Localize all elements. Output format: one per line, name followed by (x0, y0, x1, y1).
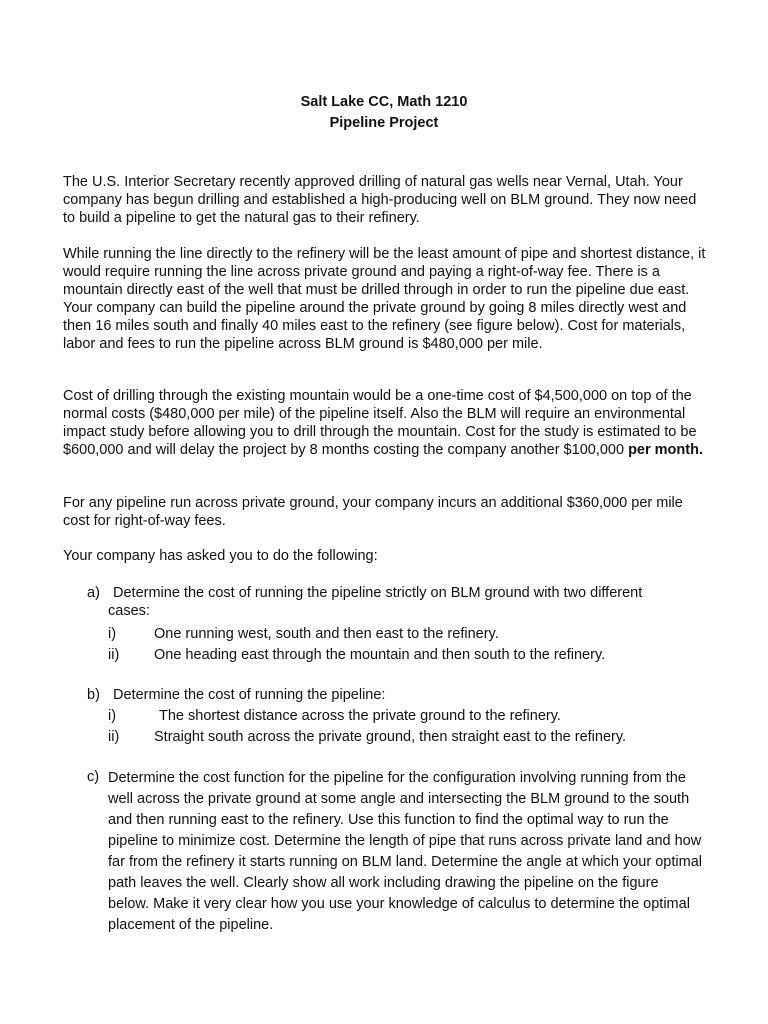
task-a-ii-label: ii) (108, 647, 120, 663)
task-b-label: b) (87, 687, 100, 703)
task-c-text: Determine the cost function for the pipeline for the configuration involving running from the well across the private ground at some angle and intersecting the BLM ground to the south and then running east to the refinery. Use this function to find the optimal way to run the pipeline to minimize cost. Determine the length of pipe that runs across private land and how far from the refinery it starts running on BLM land. Determine the angle at which your optimal path leaves the well. Clearly show all work including drawing the pipeline on the figure below. Make it very clear how you use your knowledge of calculus to determine the optimal placement of the pipeline. (108, 770, 702, 933)
intro-paragraph: The U.S. Interior Secretary recently approved drilling of natural gas wells near Vernal, Utah. Your company has begun drilling and established a high-producing well on BLM ground. They now need to build a pipeline to get the natural gas to their refinery. (63, 174, 697, 226)
route-paragraph: While running the line directly to the refinery will be the least amount of pipe and shortest distance, it would require running the line across private ground and paying a right-of-way fee. There is a mountain directly east of the well that must be drilled through in order to run the pipeline due east. Your company can build the pipeline around the private ground by going 8 miles directly west and then 16 miles south and finally 40 miles east to the refinery (see figure below). Cost for materials, labor and fees to run the pipeline across BLM ground is $480,000 per mile. (63, 246, 706, 352)
task-b-text: Determine the cost of running the pipeline: (113, 687, 386, 703)
mountain-cost-text: Cost of drilling through the existing mountain would be a one-time cost of $4,500,000 on top of the normal costs ($480,000 per mile) of the pipeline itself. Also the BLM will require an environmental impact study before allowing you to drill through the mountain. Cost for the study is estimated to be $600,000 and will delay the project by 8 months costing the company another $100,000 (63, 388, 697, 458)
mountain-cost-paragraph (63, 387, 711, 459)
task-b-ii-label: ii) (108, 729, 120, 745)
task-a-label: a) (87, 585, 100, 601)
project-title: Pipeline Project (329, 115, 439, 131)
task-b-ii-text: Straight south across the private ground, then straight east to the refinery. (154, 729, 627, 745)
task-b-i-label: i) (108, 708, 117, 724)
task-a-i-label: i) (108, 626, 117, 642)
per-month-emphasis: per month. (624, 442, 703, 458)
task-b-i-text: The shortest distance across the private ground to the refinery. (159, 708, 561, 724)
course-title: Salt Lake CC, Math 1210 (300, 94, 468, 110)
task-c-label: c) (87, 769, 100, 785)
task-a-ii-text: One heading east through the mountain and then south to the refinery. (154, 647, 606, 663)
task-a-text: Determine the cost of running the pipeline strictly on BLM ground with two different cases: (108, 585, 643, 619)
instructions-intro: Your company has asked you to do the following: (63, 548, 378, 564)
task-a-i-text: One running west, south and then east to the refinery. (154, 626, 499, 642)
right-of-way-paragraph: For any pipeline run across private ground, your company incurs an additional $360,000 per mile cost for right-of-way fees. (63, 495, 683, 529)
